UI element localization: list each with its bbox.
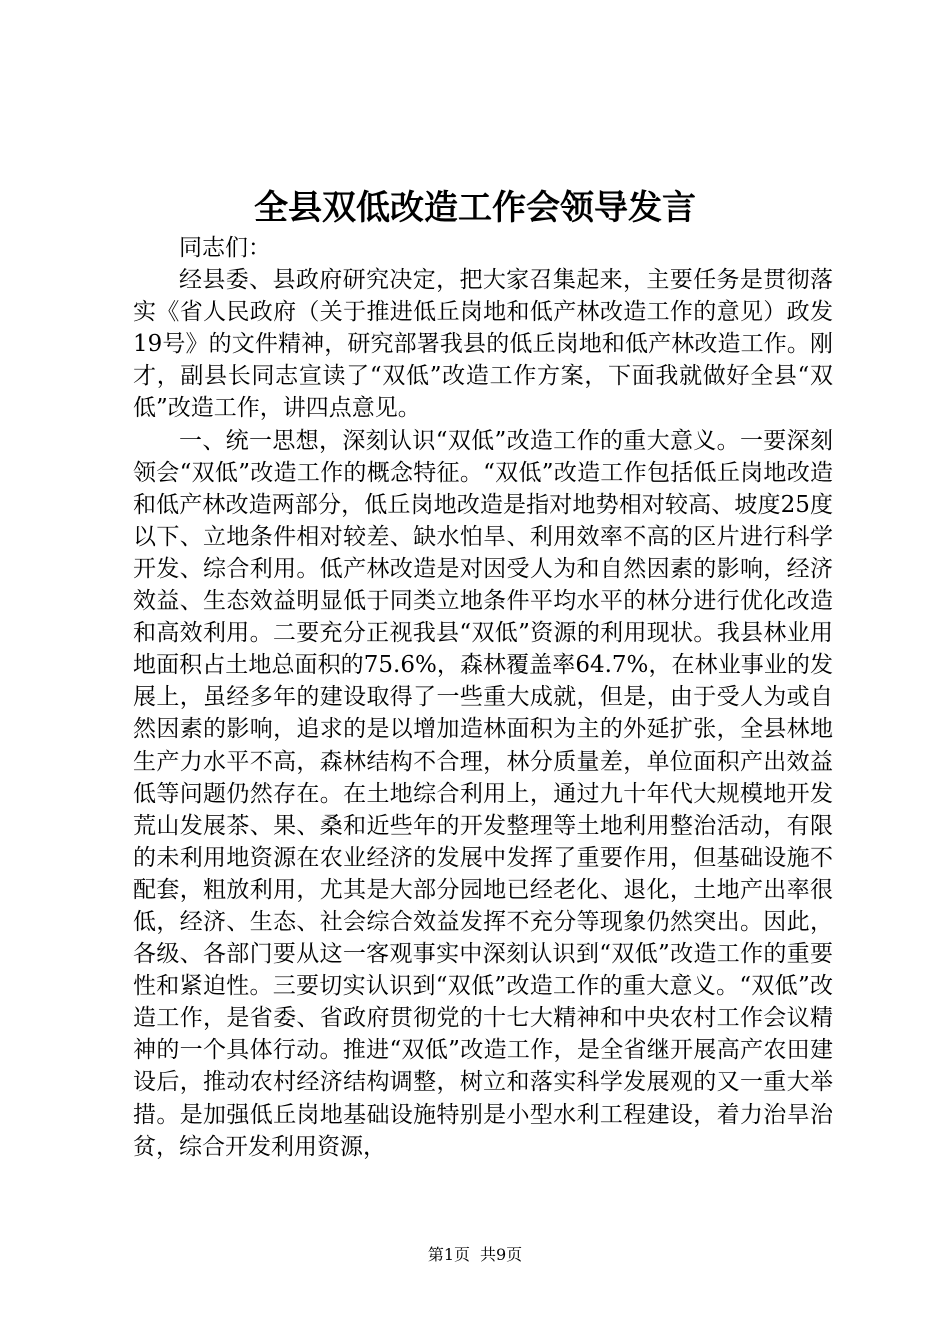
page-footer bbox=[0, 1244, 950, 1266]
page-number: 第1页 bbox=[427, 1245, 470, 1264]
page-total: 共9页 bbox=[480, 1245, 523, 1264]
salutation-paragraph: 同志们： bbox=[179, 235, 271, 261]
document-body bbox=[133, 232, 833, 1163]
document-title: 全县双低改造工作会领导发言 bbox=[254, 188, 696, 228]
intro-paragraph: 经县委、县政府研究决定，把大家召集起来，主要任务是贯彻落实《省人民政府（关于推进低丘岗地和低产林改造工作的意见）政发19号》的文件精神，研究部署我县的低丘岗地和低产林改造工作。刚才，副县长同志宣读了“双低”改造工作方案，下面我就做好全县“双低”改造工作，讲四点意见。 bbox=[133, 267, 833, 422]
section-one-paragraph: 一、统一思想，深刻认识“双低”改造工作的重大意义。一要深刻领会“双低”改造工作的概念特征。“双低”改造工作包括低丘岗地改造和低产林改造两部分，低丘岗地改造是指对地势相对较高、坡度25度以下、立地条件相对较差、缺水怕旱、利用效率不高的区片进行科学开发、综合利用。低产林改造是对因受人为和自然因素的影响，经济效益、生态效益明显低于同类立地条件平均水平的林分进行优化改造和高效利用。二要充分正视我县“双低”资源的利用现状。我县林业用地面积占土地总面积的75.6%，森林覆盖率64.7%，在林业事业的发展上，虽经多年的建设取得了一些重大成就，但是，由于受人为或自然因素的影响，追求的是以增加造林面积为主的外延扩张，全县林地生产力水平不高，森林结构不合理，林分质量差，单位面积产出效益低等问题仍然存在。在土地综合利用上，通过九十年代大规模地开发荒山发展茶、果、桑和近些年的开发整理等土地利用整治活动，有限的未利用地资源在农业经济的发展中发挥了重要作用，但基础设施不配套，粗放利用，尤其是大部分园地已经老化、退化，土地产出率很低，经济、生态、社会综合效益发挥不充分等现象仍然突出。因此，各级、各部门要从这一客观事实中深刻认识到“双低”改造工作的重要性和紧迫性。三要切实认识到“双低”改造工作的重大意义。“双低”改造工作，是省委、省政府贯彻党的十七大精神和中央农村工作会议精神的一个具体行动。推进“双低”改造工作，是全省继开展高产农田建设后，推动农村经济结构调整，树立和落实科学发展观的又一重大举措。是加强低丘岗地基础设施特别是小型水利工程建设，着力治旱治贫，综合开发利用资源， bbox=[133, 427, 833, 1160]
